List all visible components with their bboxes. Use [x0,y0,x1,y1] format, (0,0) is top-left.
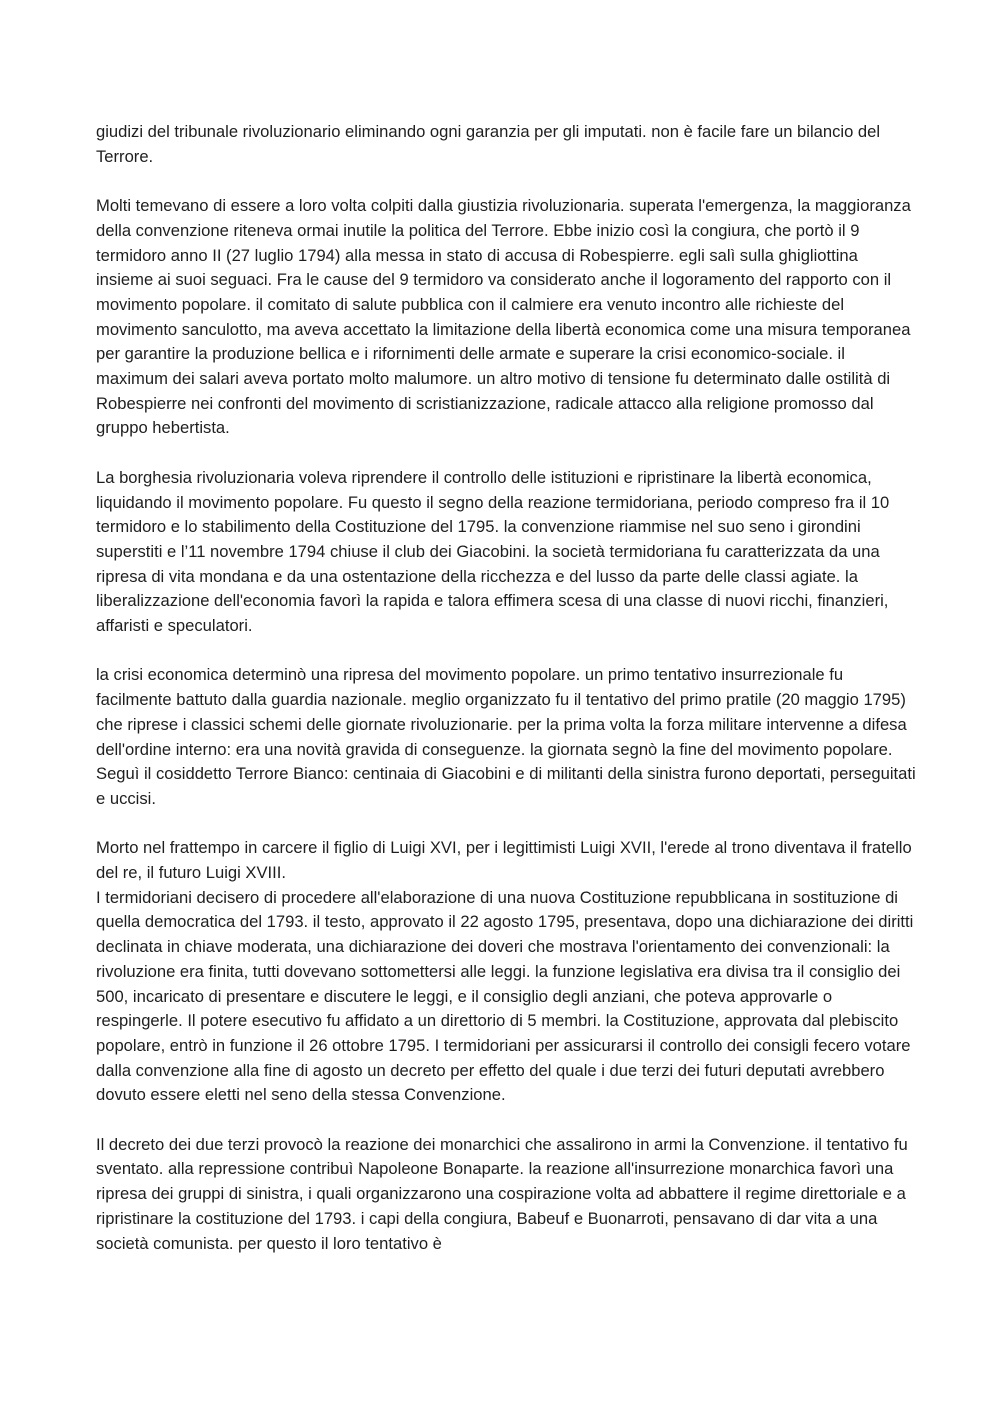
paragraph-louis-xvii: Morto nel frattempo in carcere il figlio di Luigi XVI, per i legittimisti Luigi XVII, l'erede al trono diventava il fratello del re, il futuro Luigi XVIII. [96,838,912,883]
paragraph-popular-movement-end: la crisi economica determinò una ripresa del movimento popolare. un primo tentativo insurrezionale fu facilmente battuto dalla guardia nazionale. meglio organizzato fu il tentativo del primo pratile (20 maggio 1795) che riprese i classici schemi delle giornate rivoluzionarie. per la prima volta la forza militare intervenne a difesa dell'ordine interno: era una novità gravida di conseguenze. la giornata segnò la fine del movimento popolare. Seguì il cosiddetto Terrore Bianco: centinaia di Giacobini e di militanti della sinistra furono deportati, perseguitati e uccisi. [96,665,916,808]
paragraph-thermidor-conspiracy: Molti temevano di essere a loro volta colpiti dalla giustizia rivoluzionaria. superata l'emergenza, la maggioranza della convenzione riteneva ormai inutile la politica del Terrore. Ebbe inizio così la congiura, che portò il 9 termidoro anno II (27 luglio 1794) alla messa in stato di accusa di Robespierre. egli salì sulla ghigliottina insieme ai suoi seguaci. Fra le cause del 9 termidoro va considerato anche il logoramento del rapporto con il movimento popolare. il comitato di salute pubblica con il calmiere era venuto incontro alle richieste del movimento sanculotto, ma aveva accettato la limitazione della libertà economica come una misura temporanea per garantire la produzione bellica e i rifornimenti delle armate e superare la crisi economico-sociale. il maximum dei salari aveva portato molto malumore. un altro motivo di tensione fu determinato dalle ostilità di Robespierre nei confronti del movimento di scristianizzazione, radicale attacco alla religione promosso dal gruppo hebertista. [96,196,911,438]
paragraph-thermidorian-reaction: La borghesia rivoluzionaria voleva riprendere il controllo delle istituzioni e ripristinare la libertà economica, liquidando il movimento popolare. Fu questo il segno della reazione termidoriana, periodo compreso fra il 10 termidoro e lo stabilimento della Costituzione del 1795. la convenzione riammise nel suo seno i girondini superstiti e l’11 novembre 1794 chiuse il club dei Giacobini. la società termidoriana fu caratterizzata da una ripresa di vita mondana e da una ostentazione della ricchezza e del lusso da parte delle classi agiate. la liberalizzazione dell'economia favorì la rapida e talora effimera scesa di una classe di nuovi ricchi, finanzieri, affaristi e speculatori. [96,467,890,636]
paragraph-terror-trials: giudizi del tribunale rivoluzionario eliminando ogni garanzia per gli imputati. non è facile fare un bilancio del Terrore. [96,122,881,166]
paragraph-constitution-1795: I termidoriani decisero di procedere all'elaborazione di una nuova Costituzione repubblicana in sostituzione di quella democratica del 1793. il testo, approvato il 22 agosto 1795, presentava, dopo una dichiarazione dei diritti declinata in chiave moderata, una dichiarazione dei doveri che mostrava l'orientamento dei convenzionali: la rivoluzione era finita, tutti dovevano sottomettersi alle leggi. la funzione legislativa era divisa tra il consiglio dei 500, incaricato di presentare e discutere le leggi, e il consiglio degli anziani, che poteva approvarle o respingerle. Il potere esecutivo fu affidato a un direttorio di 5 membri. la Costituzione, approvata dal plebiscito popolare, entrò in funzione il 26 ottobre 1795. I termidoriani per assicurarsi il controllo dei consigli fecero votare dalla convenzione alla fine di agosto un decreto per effetto del quale i due terzi dei futuri deputati avrebbero dovuto essere eletti nel seno della stessa Convenzione. [96,887,914,1105]
paragraph-two-thirds-decree: Il decreto dei due terzi provocò la reazione dei monarchici che assalirono in armi la Convenzione. il tentativo fu sventato. alla repressione contribuì Napoleone Bonaparte. la reazione all'insurrezione monarchica favorì una ripresa dei gruppi di sinistra, i quali organizzarono una cospirazione volta ad abbattere il regime direttoriale e a ripristinare la costituzione del 1793. i capi della congiura, Babeuf e Buonarroti, pensavano di dar vita a una società comunista. per questo il loro tentativo è [96,1134,908,1253]
document-page [96,120,916,1281]
